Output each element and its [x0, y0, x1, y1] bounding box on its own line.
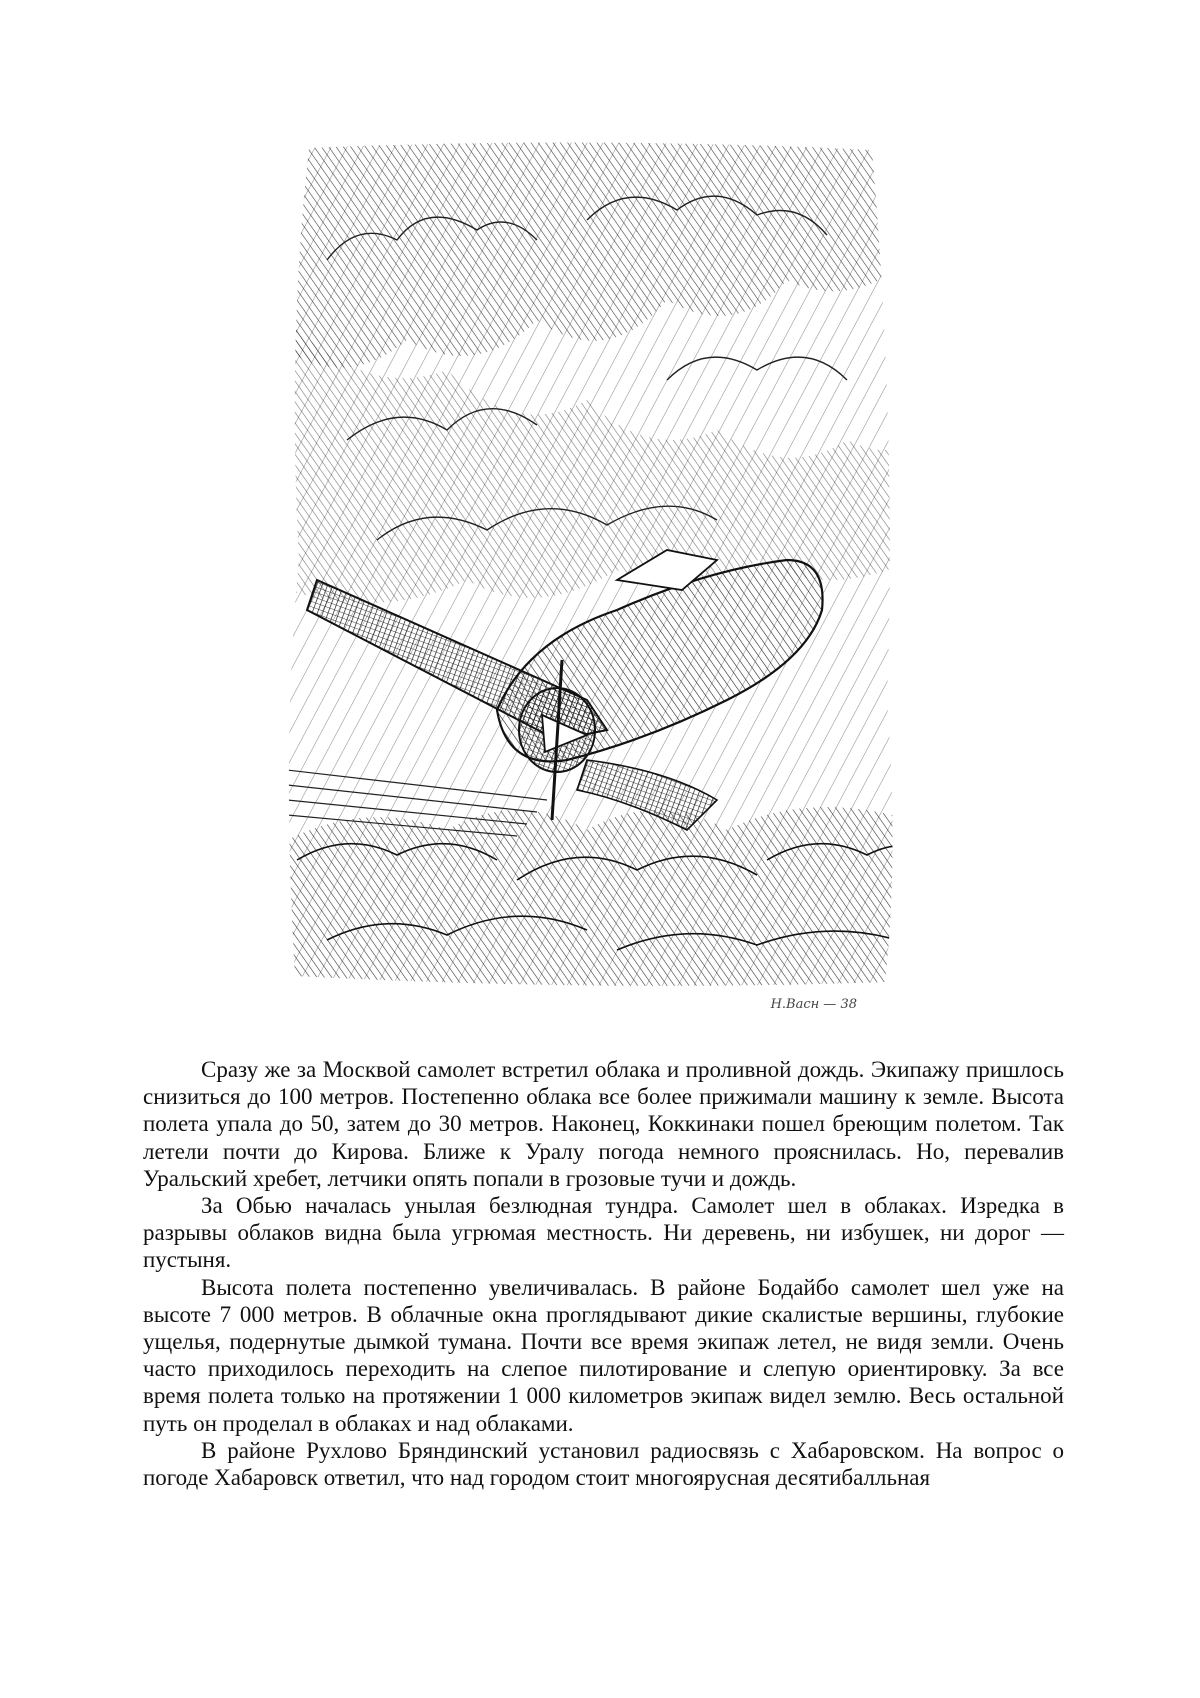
paragraph: За Обью началась унылая безлюдная тундра. Самолет шел в облаках. Изредка в разрывы облаков видна была угрюмая местность. Ни деревень, ни избушек, ни дорог — пустыня. — [143, 1193, 1064, 1273]
paragraph: В районе Рухлово Бряндинский установил радиосвязь с Хабаровском. На вопрос о погоде Хабаровск ответил, что над городом стоит многоярусная десятибалльная — [143, 1437, 1064, 1491]
paragraph: Сразу же за Москвой самолет встретил облака и проливной дождь. Экипажу пришлось снизиться до 100 метров. Постепенно облака все более прижимали машину к земле. Высота полета упала до 50, затем до 30 метров. Наконец, Коккинаки пошел бреющим полетом. Так летели почти до Кирова. Ближе к Уралу погода немного прояснилась. Но, перевалив Уральский хребет, летчики опять попали в грозовые тучи и дождь. — [143, 1057, 1064, 1191]
illustration-signature: Н.Васн — 38 — [770, 997, 857, 1012]
article-text — [143, 1056, 1064, 1491]
paragraph: Высота полета постепенно увеличивалась. В районе Бодайбо самолет шел уже на высоте 7 000 метров. В облачные окна проглядывают дикие скалистые вершины, глубокие ущелья, подернутые дымкой тумана. Почти все время экипаж летел, не видя земли. Очень часто приходилось переходить на слепое пилотирование и слепую ориентировку. За все время полета только на протяжении 1 000 километров экипаж видел землю. Весь остальной путь он проделал в облаках и над облаками. — [143, 1274, 1064, 1436]
airplane-storm-illustration — [287, 140, 912, 1020]
